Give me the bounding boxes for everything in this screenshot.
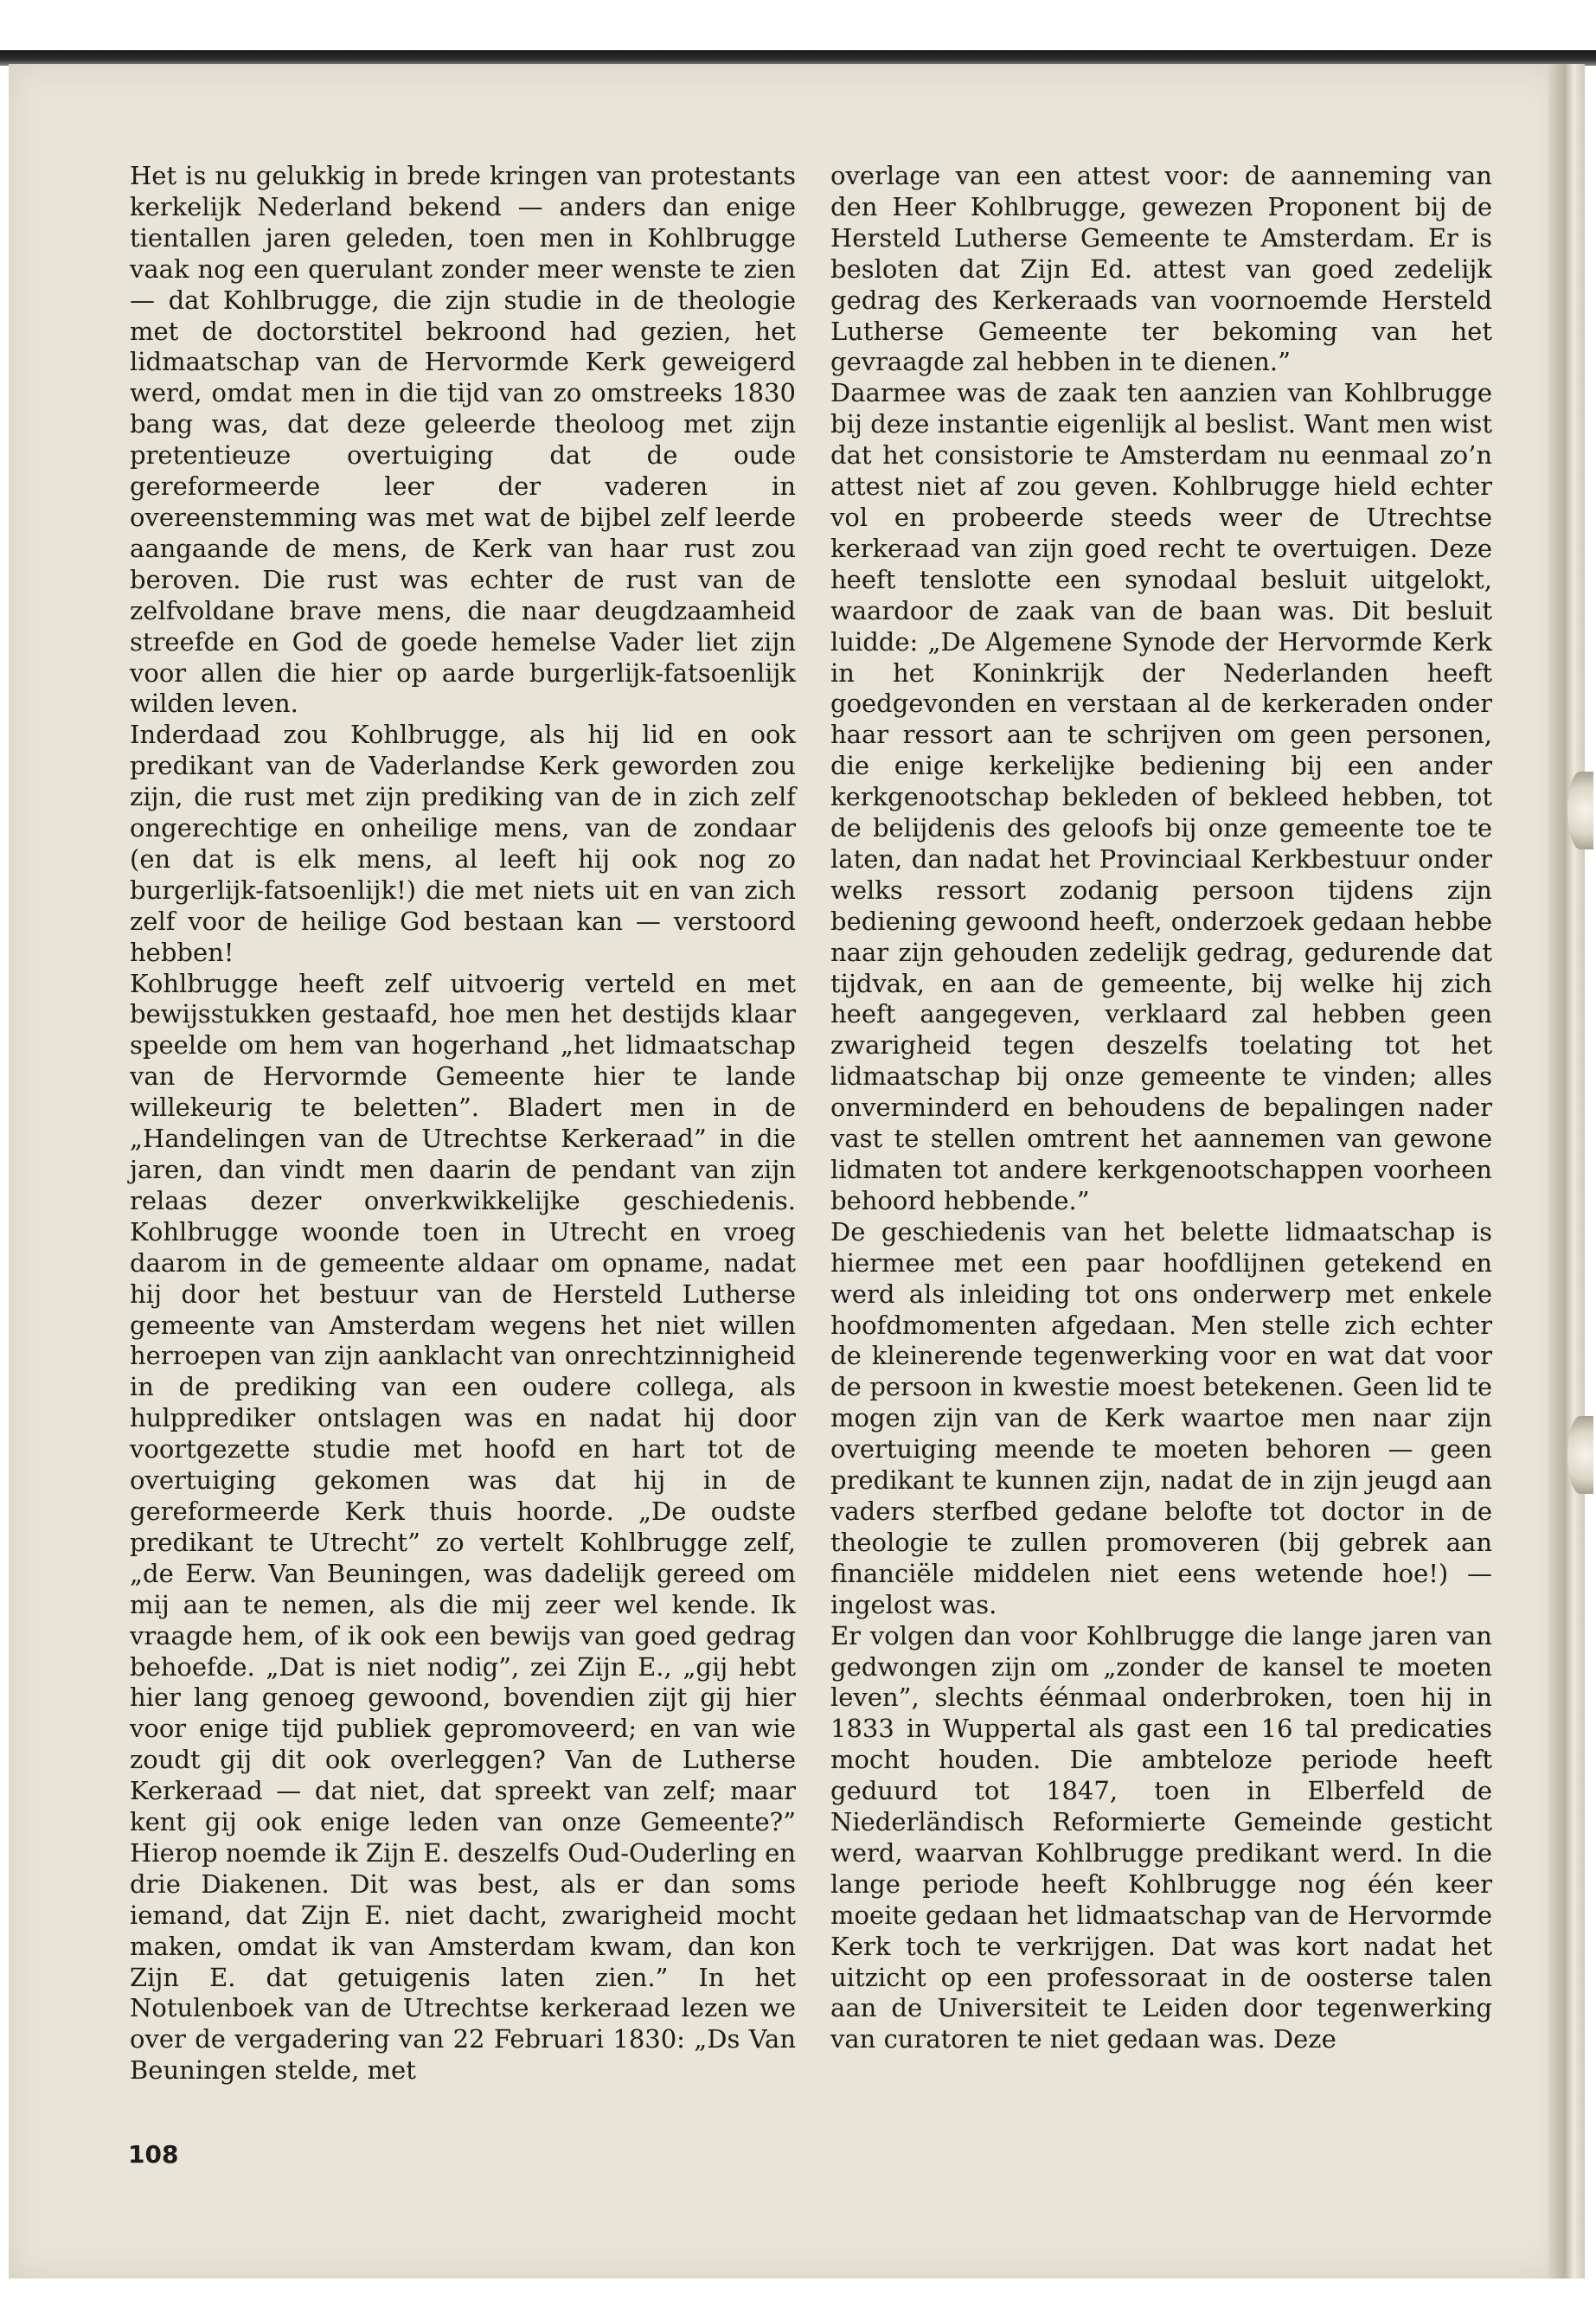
page-tab-lower bbox=[1567, 1416, 1593, 1494]
paragraph: Kohlbrugge heeft zelf uitvoerig verteld en met bewijsstukken gestaafd, hoe men het destijds klaar speelde om hem van hogerhand „het lidmaatschap van de Hervormde Gemeente hier te lande willekeurig te beletten”. Bladert men in de „Handelingen van de Utrechtse Kerkeraad” in die jaren, dan vindt men daarin de pendant van zijn relaas dezer onverkwikkelijke geschiedenis. Kohlbrugge woonde toen in Utrecht en vroeg daarom in de gemeente aldaar om opname, nadat hij door het bestuur van de Hersteld Lutherse gemeente van Amsterdam wegens het niet willen herroepen van zijn aanklacht van onrechtzinnigheid in de prediking van een oudere collega, als hulpprediker ontslagen was en nadat hij door voortgezette studie met hoofd en hart tot de overtuiging gekomen was dat hij in de gereformeerde Kerk thuis hoorde. „De oudste predikant te Utrecht” zo vertelt Kohlbrugge zelf, „de Eerw. Van Beuningen, was dadelijk gereed om mij aan te nemen, als die mij zeer wel kende. Ik vraagde hem, of ik ook een bewijs van goed gedrag behoefde. „Dat is niet nodig”, zei Zijn E., „gij hebt hier lang genoeg gewoond, bovendien zijt gij hier voor enige tijd publiek gepromoveerd; en van wie zoudt gij dit ook overleggen? Van de Lutherse Kerkeraad — dat niet, dat spreekt van zelf; maar kent gij ook enige leden van onze Gemeente?” Hierop noemde ik Zijn E. deszelfs Oud-Ouderling en drie Diakenen. Dit was best, als er dan soms iemand, dat Zijn E. niet dacht, zwarigheid mocht maken, omdat ik van Amsterdam kwam, dan kon Zijn E. dat getuigenis laten zien.” In het Notulenboek van de Utrechtse kerkeraad lezen we over de vergadering van 22 Februari 1830: „Ds Van Beuningen stelde, met bbox=[130, 968, 796, 2086]
paragraph: Er volgen dan voor Kohlbrugge die lange jaren van gedwongen zijn om „zonder de kansel te moeten leven”, slechts éénmaal onderbroken, toen hij in 1833 in Wuppertal als gast een 16 tal predicaties mocht houden. Die ambteloze periode heeft geduurd tot 1847, toen in Elberfeld de Niederländisch Reformierte Gemeinde gesticht werd, waarvan Kohlbrugge predikant werd. In die lange periode heeft Kohlbrugge nog één keer moeite gedaan het lidmaatschap van de Hervormde Kerk toch te verkrijgen. Dat was kort nadat het uitzicht op een professoraat in de oosterse talen aan de Universiteit te Leiden door tegenwerking van curatoren te niet gedaan was. Deze bbox=[830, 1620, 1492, 2054]
paragraph: Het is nu gelukkig in brede kringen van protestants kerkelijk Nederland bekend — anders dan enige tientallen jaren geleden, toen men in Kohlbrugge vaak nog een querulant zonder meer wenste te zien — dat Kohlbrugge, die zijn studie in de theologie met de doctorstitel bekroond had gezien, het lidmaatschap van de Hervormde Kerk geweigerd werd, omdat men in die tijd van zo omstreeks 1830 bang was, dat deze geleerde theoloog met zijn pretentieuze overtuiging dat de oude gereformeerde leer der vaderen in overeenstemming was met wat de bijbel zelf leerde aangaande de mens, de Kerk van haar rust zou beroven. Die rust was echter de rust van de zelfvoldane brave mens, die naar deugdzaamheid streefde en God de goede hemelse Vader liet zijn voor allen die hier op aarde burgerlijk-fatsoenlijk wilden leven. bbox=[130, 161, 796, 719]
page-number: 108 bbox=[128, 2140, 179, 2169]
text-column-right bbox=[830, 161, 1492, 2055]
page-right-edge bbox=[1548, 64, 1585, 2279]
paragraph: Inderdaad zou Kohlbrugge, als hij lid en ook predikant van de Vaderlandse Kerk geworden zou zijn, die rust met zijn prediking van de in zich zelf ongerechtige en onheilige mens, van de zondaar (en dat is elk mens, al leeft hij ook nog zo burgerlijk-fatsoenlijk!) die met niets uit en van zich zelf voor de heilige God bestaan kan — verstoord hebben! bbox=[130, 720, 796, 967]
paragraph: Daarmee was de zaak ten aanzien van Kohlbrugge bij deze instantie eigenlijk al beslist. Want men wist dat het consistorie te Amsterdam nu eenmaal zo’n attest niet af zou geven. Kohlbrugge hield echter vol en probeerde steeds weer de Utrechtse kerkeraad van zijn goed recht te overtuigen. Deze heeft tenslotte een synodaal besluit uitgelokt, waardoor de zaak van de baan was. Dit besluit luidde: „De Algemene Synode der Hervormde Kerk in het Koninkrijk der Nederlanden heeft goedgevonden en verstaan al de kerkeraden onder haar ressort aan te schrijven om geen personen, die enige kerkelijke bediening bij een ander kerkgenootschap bekleden of bekleed hebben, tot de belijdenis des geloofs bij onze gemeente toe te laten, dan nadat het Provinciaal Kerkbestuur onder welks ressort zodanig persoon tijdens zijn bediening gewoond heeft, onderzoek gedaan hebbe naar zijn gehouden zedelijk gedrag, gedurende dat tijdvak, en aan de gemeente, bij welke hij zich heeft aangegeven, verklaard zal hebben geen zwarigheid tegen deszelfs toelating tot het lidmaatschap bij onze gemeente te vinden; alles onverminderd en behoudens de bepalingen nader vast te stellen omtrent het aannemen van gewone lidmaten tot andere kerkgenootschappen voorheen behoord hebbende.” bbox=[830, 378, 1492, 1215]
text-column-left bbox=[130, 161, 796, 2086]
page-tab-upper bbox=[1567, 772, 1593, 849]
paragraph: overlage van een attest voor: de aanneming van den Heer Kohlbrugge, gewezen Proponent bij de Hersteld Lutherse Gemeente te Amsterdam. Er is besloten dat Zijn Ed. attest van goed zedelijk gedrag des Kerkeraads van voornoemde Hersteld Lutherse Gemeente ter bekoming van het gevraagde zal hebben in te dienen.” bbox=[830, 161, 1492, 377]
paragraph: De geschiedenis van het belette lidmaatschap is hiermee met een paar hoofdlijnen getekend en werd als inleiding tot ons onderwerp met enkele hoofdmomenten afgedaan. Men stelle zich echter de kleinerende tegenwerking voor en wat dat voor de persoon in kwestie moest betekenen. Geen lid te mogen zijn van de Kerk waartoe men naar zijn overtuiging meende te moeten behoren — geen predikant te kunnen zijn, nadat de in zijn jeugd aan vaders sterfbed gedane belofte tot doctor in de theologie te zullen promoveren (bij gebrek aan financiële middelen niet eens wetende hoe!) — ingelost was. bbox=[830, 1216, 1492, 1619]
